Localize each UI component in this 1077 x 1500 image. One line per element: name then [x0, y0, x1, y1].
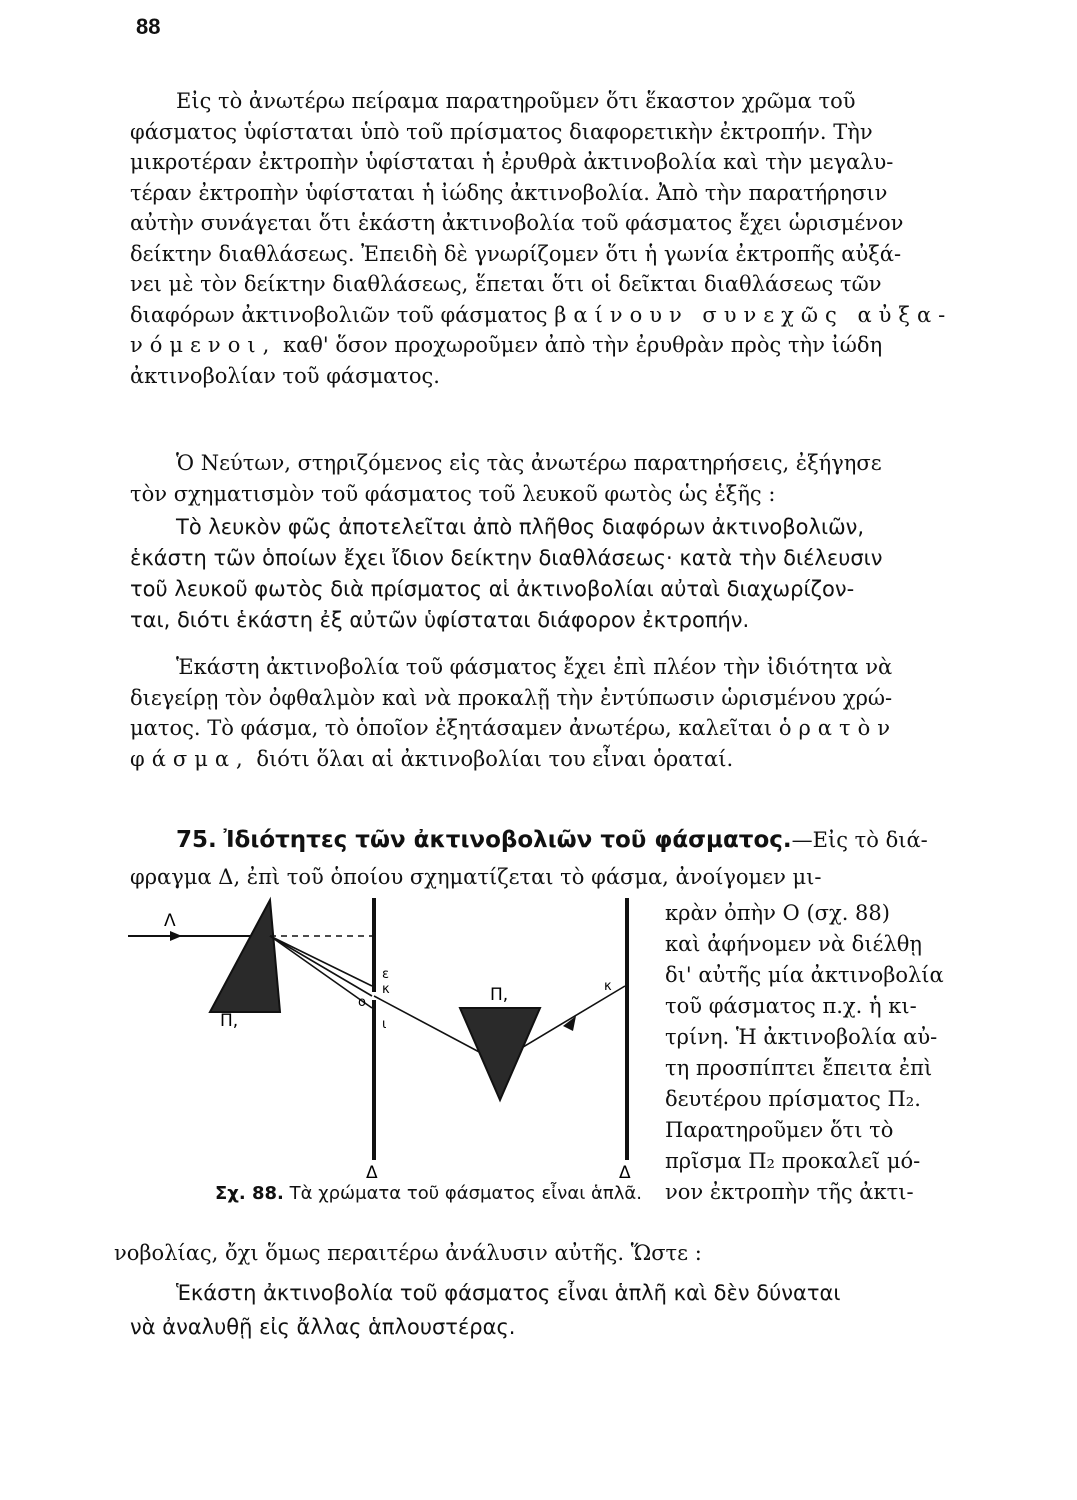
text-line: τὸν σχηματισμὸν τοῦ φάσματος τοῦ λευκοῦ φωτὸς ὡς ἑξῆς :: [130, 481, 776, 506]
text-line: Ἑκάστη ἀκτινοβολία τοῦ φάσματος εἶναι ἁπλῆ καὶ δὲν δύναται: [176, 1281, 841, 1305]
label-prism-one: Π,: [220, 1011, 239, 1031]
text-line: δι' αὐτῆς μία ἀκτινοβολία: [665, 963, 944, 987]
text-line: [130, 330, 985, 361]
text-line: δείκτην διαθλάσεως. Ἐπειδὴ δὲ γνωρίζομεν ὅτι ἡ γωνία ἐκτροπῆς αὐξά-: [130, 241, 902, 266]
spaced-emphasis: ὁρατὸν: [778, 716, 898, 740]
text-line: ται, διότι ἑκάστη ἐξ αὐτῶν ὑφίσταται διάφορον ἐκτροπήν.: [130, 608, 750, 632]
text-line: [130, 744, 985, 775]
text-fragment: ματος. Τὸ φάσμα, τὸ ὁποῖον ἐξητάσαμεν ἀνωτέρω, καλεῖται: [130, 716, 773, 740]
paragraph-dispersion: [130, 86, 985, 391]
text-fragment: καθ' ὅσον προχωροῦμεν ἀπὸ τὴν ἐρυθρὰν πρὸς τὴν ἰώδη: [282, 333, 883, 357]
label-kappa-left: κ: [382, 982, 390, 997]
paragraph-newton: [130, 448, 985, 509]
arrow-head: [563, 1016, 576, 1031]
spaced-emphasis: βαίνουν συνεχῶς αὐξα-: [554, 302, 953, 327]
text-line: τέραν ἐκτροπὴν ὑφίσταται ἡ ἰώδης ἀκτινοβολία. Ἀπὸ τὴν παρατήρησιν: [130, 180, 888, 205]
text-line: Τὸ λευκὸν φῶς ἀποτελεῖται ἀπὸ πλῆθος διαφόρων ἀκτινοβολιῶν,: [176, 515, 865, 539]
text-line: Παρατηροῦμεν ὅτι τὸ: [665, 1118, 894, 1142]
text-line: καὶ ἀφήνομεν νὰ διέλθῃ: [665, 932, 922, 956]
label-lambda: Λ: [164, 911, 176, 931]
figure-88-prisms: [120, 890, 660, 1180]
text-line: τοῦ φάσματος π.χ. ἡ κι-: [665, 994, 917, 1018]
label-screen-right: Δ: [619, 1163, 631, 1180]
spaced-emphasis: νόμενοι,: [130, 333, 277, 357]
text-fragment: —Εἰς τὸ διά-: [791, 828, 928, 852]
prism-one: [210, 900, 280, 1012]
text-line: νον ἐκτροπὴν τῆς ἀκτι-: [665, 1180, 914, 1204]
text-line: [130, 300, 985, 331]
label-screen-left: Δ: [366, 1163, 378, 1180]
label-prism-two: Π,: [490, 985, 509, 1005]
text-line: τρίνη. Ἡ ἀκτινοβολία αὐ-: [665, 1025, 938, 1049]
caption-text: Τὰ χρώματα τοῦ φάσματος εἶναι ἁπλᾶ.: [289, 1183, 642, 1204]
label-kappa-right: κ: [604, 979, 612, 994]
law-simple-radiation: [130, 1276, 985, 1344]
section-heading: [176, 825, 986, 856]
text-line: νὰ ἀναλυθῇ εἰς ἄλλας ἁπλουστέρας.: [130, 1315, 516, 1339]
spaced-emphasis: φάσμα,: [130, 746, 250, 771]
text-line: φραγμα Δ, ἐπὶ τοῦ ὁποίου σχηματίζεται τὸ φάσμα, ἀνοίγομεν μι-: [130, 865, 822, 889]
dispersed-ray: [270, 936, 372, 986]
section-intro: [130, 862, 985, 893]
text-line: Ἑκάστη ἀκτινοβολία τοῦ φάσματος ἔχει ἐπὶ πλέον τὴν ἰδιότητα νὰ: [176, 655, 893, 679]
text-line: πρῖσμα Π₂ προκαλεῖ μό-: [665, 1149, 921, 1173]
text-line: δευτέρου πρίσματος Π₂.: [665, 1087, 921, 1111]
text-line: φάσματος ὑφίσταται ὑπὸ τοῦ πρίσματος διαφορετικὴν ἐκτροπήν. Τὴν: [130, 119, 873, 144]
figure-caption: [215, 1183, 642, 1204]
text-line: Εἰς τὸ ἀνωτέρω πείραμα παρατηροῦμεν ὅτι ἕκαστον χρῶμα τοῦ: [176, 89, 856, 113]
section-number: 75.: [176, 827, 217, 853]
text-line: ἑκάστη τῶν ὁποίων ἔχει ἴδιον δείκτην διαθλάσεως· κατὰ τὴν διέλευσιν: [130, 546, 883, 570]
text-line: αὐτὴν συνάγεται ὅτι ἑκάστη ἀκτινοβολία τοῦ φάσματος ἔχει ὡρισμένον: [130, 211, 904, 235]
text-line: μικροτέραν ἐκτροπὴν ὑφίσταται ἡ ἐρυθρὰ ἀκτινοβολία καὶ τὴν μεγαλυ-: [130, 150, 894, 174]
text-line: ἀκτινοβολίαν τοῦ φάσματος.: [130, 363, 440, 388]
law-white-light: [130, 512, 985, 636]
prism-two: [460, 1008, 540, 1100]
caption-number: Σχ. 88.: [215, 1183, 284, 1204]
dispersed-ray: [270, 936, 372, 1008]
dispersed-ray: [270, 936, 372, 996]
paragraph-visible-spectrum: [130, 652, 985, 774]
text-fragment: διότι ὅλαι αἱ ἀκτινοβολίαι του εἶναι ὁραταί.: [256, 746, 734, 771]
arrow-head: [170, 931, 182, 941]
label-omicron: ο: [358, 995, 366, 1010]
text-fragment: διαφόρων ἀκτινοβολιῶν τοῦ φάσματος: [130, 302, 548, 327]
closing-line: [114, 1238, 985, 1269]
label-epsilon: ε: [382, 967, 390, 982]
text-line: [130, 713, 985, 744]
text-line: νει μὲ τὸν δείκτην διαθλάσεως, ἕπεται ὅτι οἱ δεῖκται διαθλάσεως τῶν: [130, 272, 882, 296]
text-line: Ὁ Νεύτων, στηριζόμενος εἰς τὰς ἀνωτέρω παρατηρήσεις, ἐξήγησε: [176, 451, 882, 475]
section-title: Ἰδιότητες τῶν ἀκτινοβολιῶν τοῦ φάσματος.: [223, 827, 792, 853]
label-iota: ι: [382, 1017, 387, 1032]
text-line: τοῦ λευκοῦ φωτὸς διὰ πρίσματος αἱ ἀκτινοβολίαι αὐταὶ διαχωρίζον-: [130, 577, 855, 601]
text-line: τη προσπίπτει ἔπειτα ἐπὶ: [665, 1056, 933, 1080]
text-line: νοβολίας, ὄχι ὅμως περαιτέρω ἀνάλυσιν αὐτῆς. Ὥστε :: [114, 1241, 702, 1265]
text-line: διεγείρῃ τὸν ὀφθαλμὸν καὶ νὰ προκαλῇ τὴν ἐντύπωσιν ὡρισμένου χρώ-: [130, 685, 893, 710]
side-column-text: [665, 898, 985, 1208]
heading-line: [176, 825, 986, 856]
page-number: 88: [136, 14, 161, 39]
text-line: κρὰν ὀπὴν Ο (σχ. 88): [665, 901, 890, 925]
